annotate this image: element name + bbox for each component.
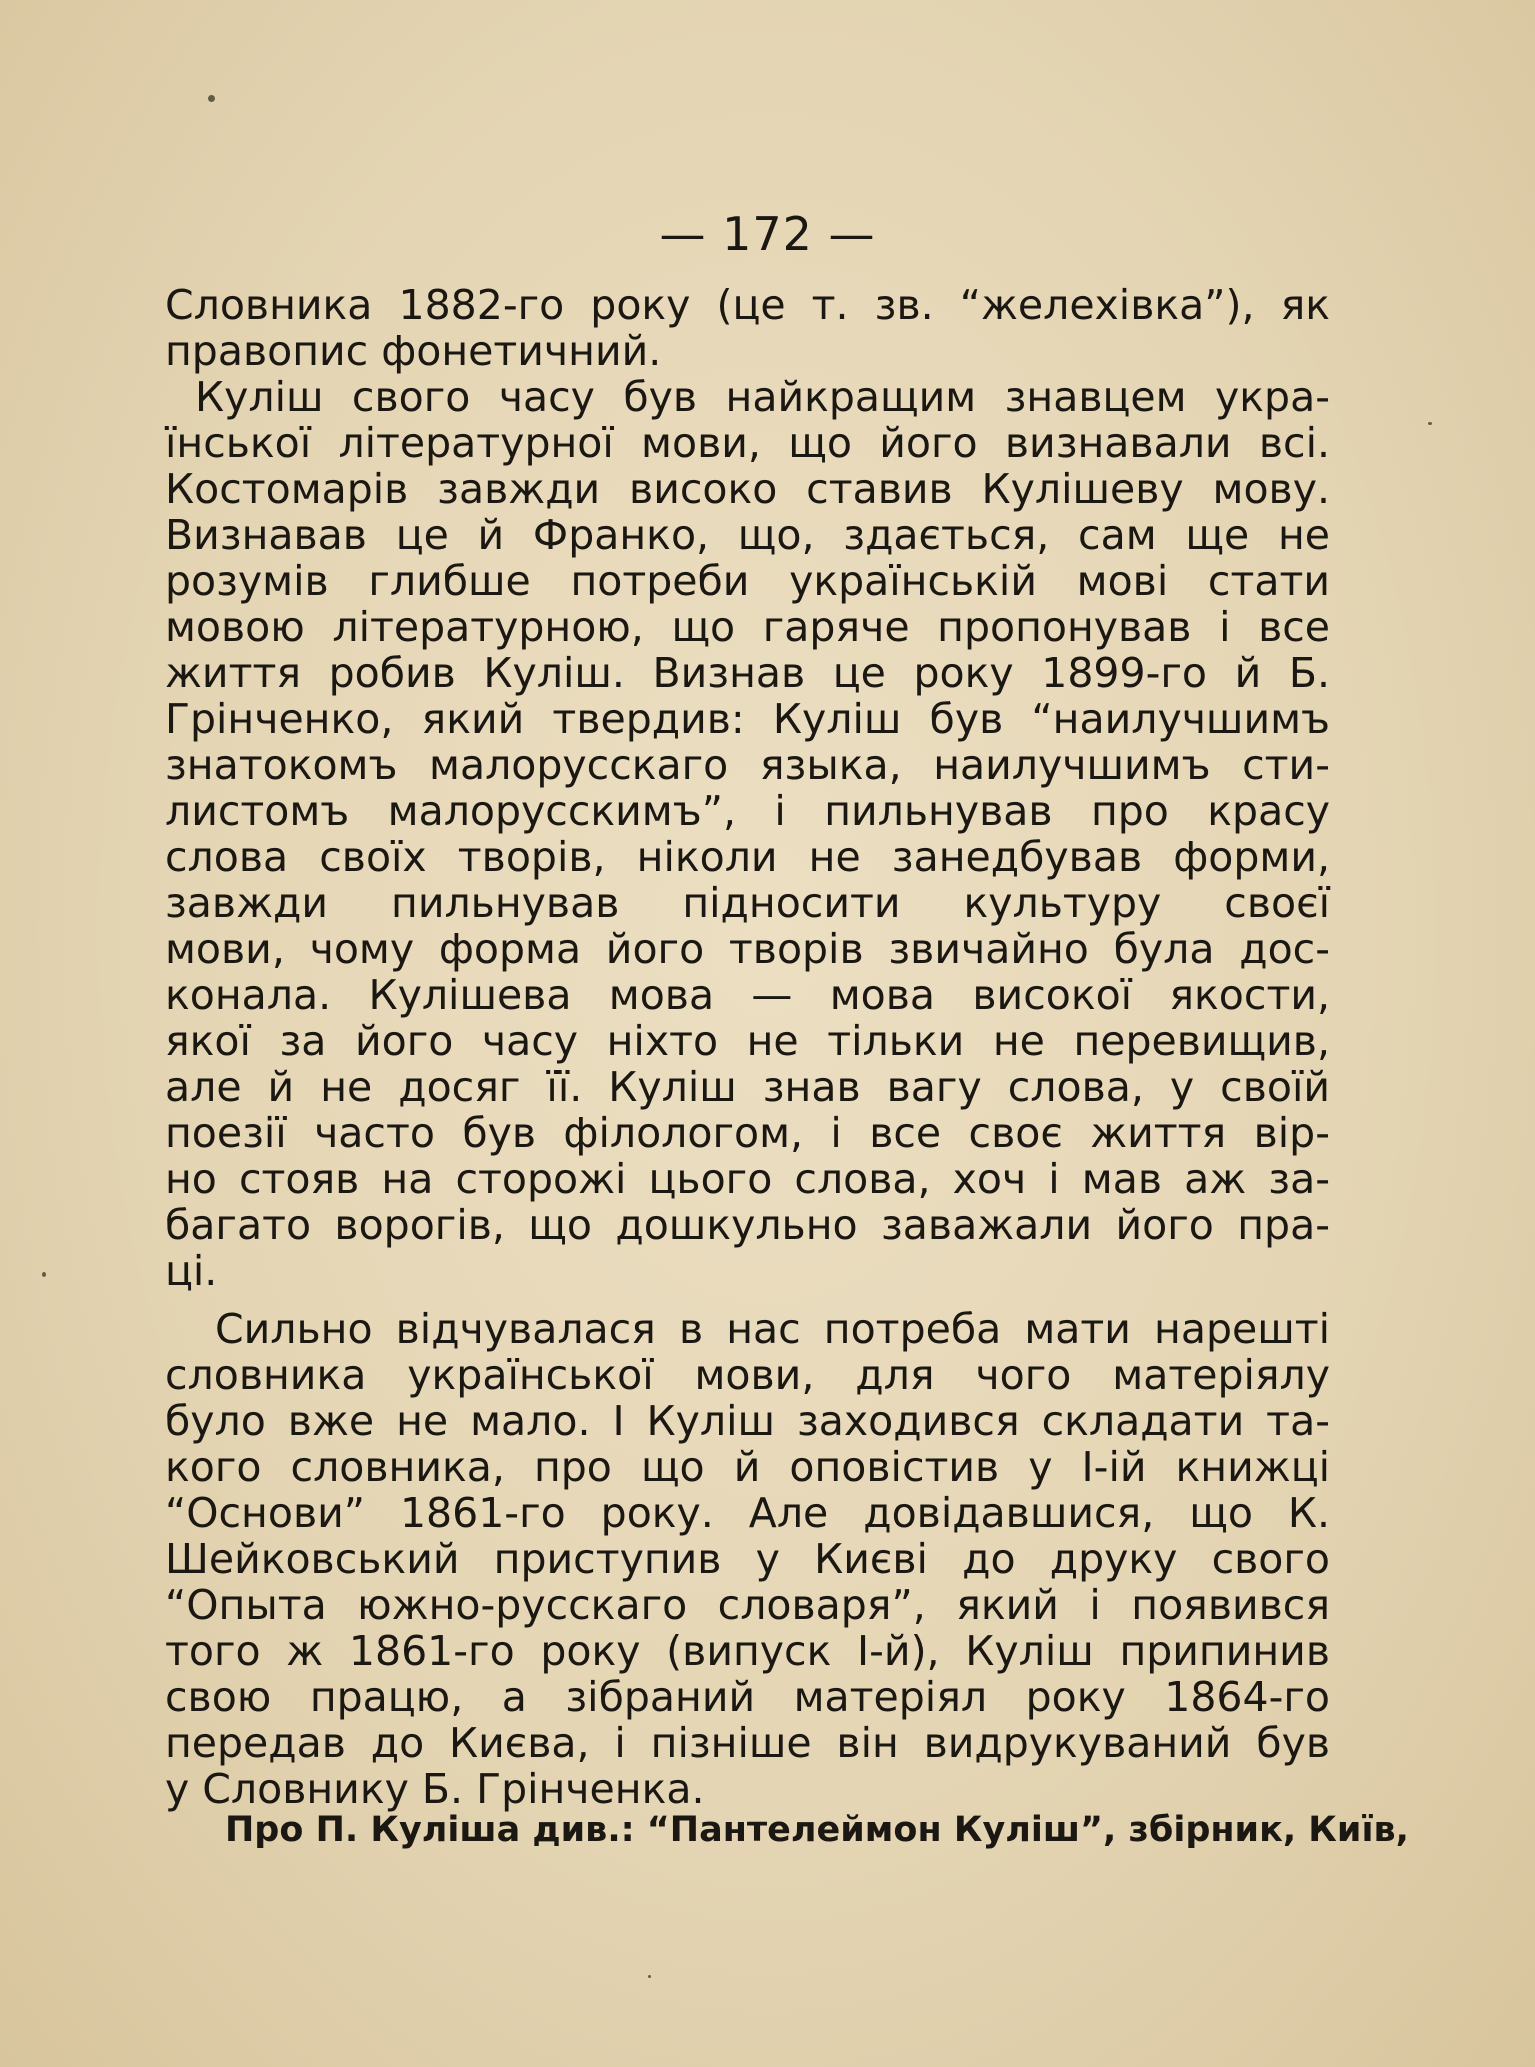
text-line: но стояв на сторожі цього слова, хоч і мав аж за- <box>165 1155 1330 1203</box>
text-line: було вже не мало. І Куліш заходився складати та- <box>165 1397 1330 1445</box>
paragraph-first-line: Куліш свого часу був найкращим знавцем укра- <box>195 373 1330 421</box>
ink-speck <box>1428 422 1432 425</box>
ink-speck <box>208 95 215 102</box>
text-line: Визнавав це й Франко, що, здається, сам ще не <box>165 511 1330 559</box>
text-line: ці. <box>165 1247 218 1295</box>
text-line: якої за його часу ніхто не тільки не перевищив, <box>165 1017 1330 1065</box>
text-line: мовою літературною, що гаряче пропонував і все <box>165 603 1330 651</box>
text-line: Словника 1882-го року (це т. зв. “желехівка”), як <box>165 281 1330 329</box>
text-line: конала. Кулішева мова — мова високої якости, <box>165 971 1330 1019</box>
page-number: — 172 — <box>659 207 876 261</box>
text-line: передав до Києва, і пізніше він видрукуваний був <box>165 1719 1330 1767</box>
text-line: Грінченко, який твердив: Куліш був “наилучшимъ <box>165 695 1330 743</box>
text-line: слова своїх творів, ніколи не занедбував форми, <box>165 833 1330 881</box>
text-line: листомъ малорусскимъ”, і пильнував про красу <box>165 787 1330 835</box>
text-line: того ж 1861-го року (випуск І-й), Куліш припинив <box>165 1627 1330 1675</box>
text-line: свою працю, а зібраний матеріял року 1864-го <box>165 1673 1330 1721</box>
text-line: завжди пильнував підносити культуру своєї <box>165 879 1330 927</box>
text-line: Шейковський приступив у Києві до друку свого <box>165 1535 1330 1583</box>
text-line: словника української мови, для чого матеріялу <box>165 1351 1330 1399</box>
body-text <box>165 282 1330 1812</box>
text-line: “Основи” 1861-го року. Але довідавшися, що К. <box>165 1489 1330 1537</box>
text-line: кого словника, про що й оповістив у І-ій книжці <box>165 1443 1330 1491</box>
paragraph-first-line: Сильно відчувалася в нас потреба мати нарешті <box>215 1305 1330 1353</box>
text-line: “Опыта южно-русскаго словаря”, який і появився <box>165 1581 1330 1629</box>
text-line: але й не досяг її. Куліш знав вагу слова, у своїй <box>165 1063 1330 1111</box>
text-line: їнської літературної мови, що його визнавали всі. <box>165 419 1330 467</box>
text-line: поезії часто був філологом, і все своє життя вір- <box>165 1109 1330 1157</box>
text-line: знатокомъ малорусскаго языка, наилучшимъ сти- <box>165 741 1330 789</box>
text-line: Костомарів завжди високо ставив Кулішеву мову. <box>165 465 1330 513</box>
text-line: у Словнику Б. Грінченка. <box>165 1765 705 1813</box>
text-line: життя робив Куліш. Визнав це року 1899-го й Б. <box>165 649 1330 697</box>
text-line: правопис фонетичний. <box>165 327 662 375</box>
text-line: розумів глибше потреби українській мові стати <box>165 557 1330 605</box>
ink-speck <box>648 1975 651 1978</box>
ink-speck <box>42 1272 46 1277</box>
footnote: Про П. Куліша див.: “Пантелеймон Куліш”, збірник, Київ, <box>225 1810 1409 1850</box>
text-line: мови, чому форма його творів звичайно була дос- <box>165 925 1330 973</box>
text-line: багато ворогів, що дошкульно заважали його пра- <box>165 1201 1330 1249</box>
